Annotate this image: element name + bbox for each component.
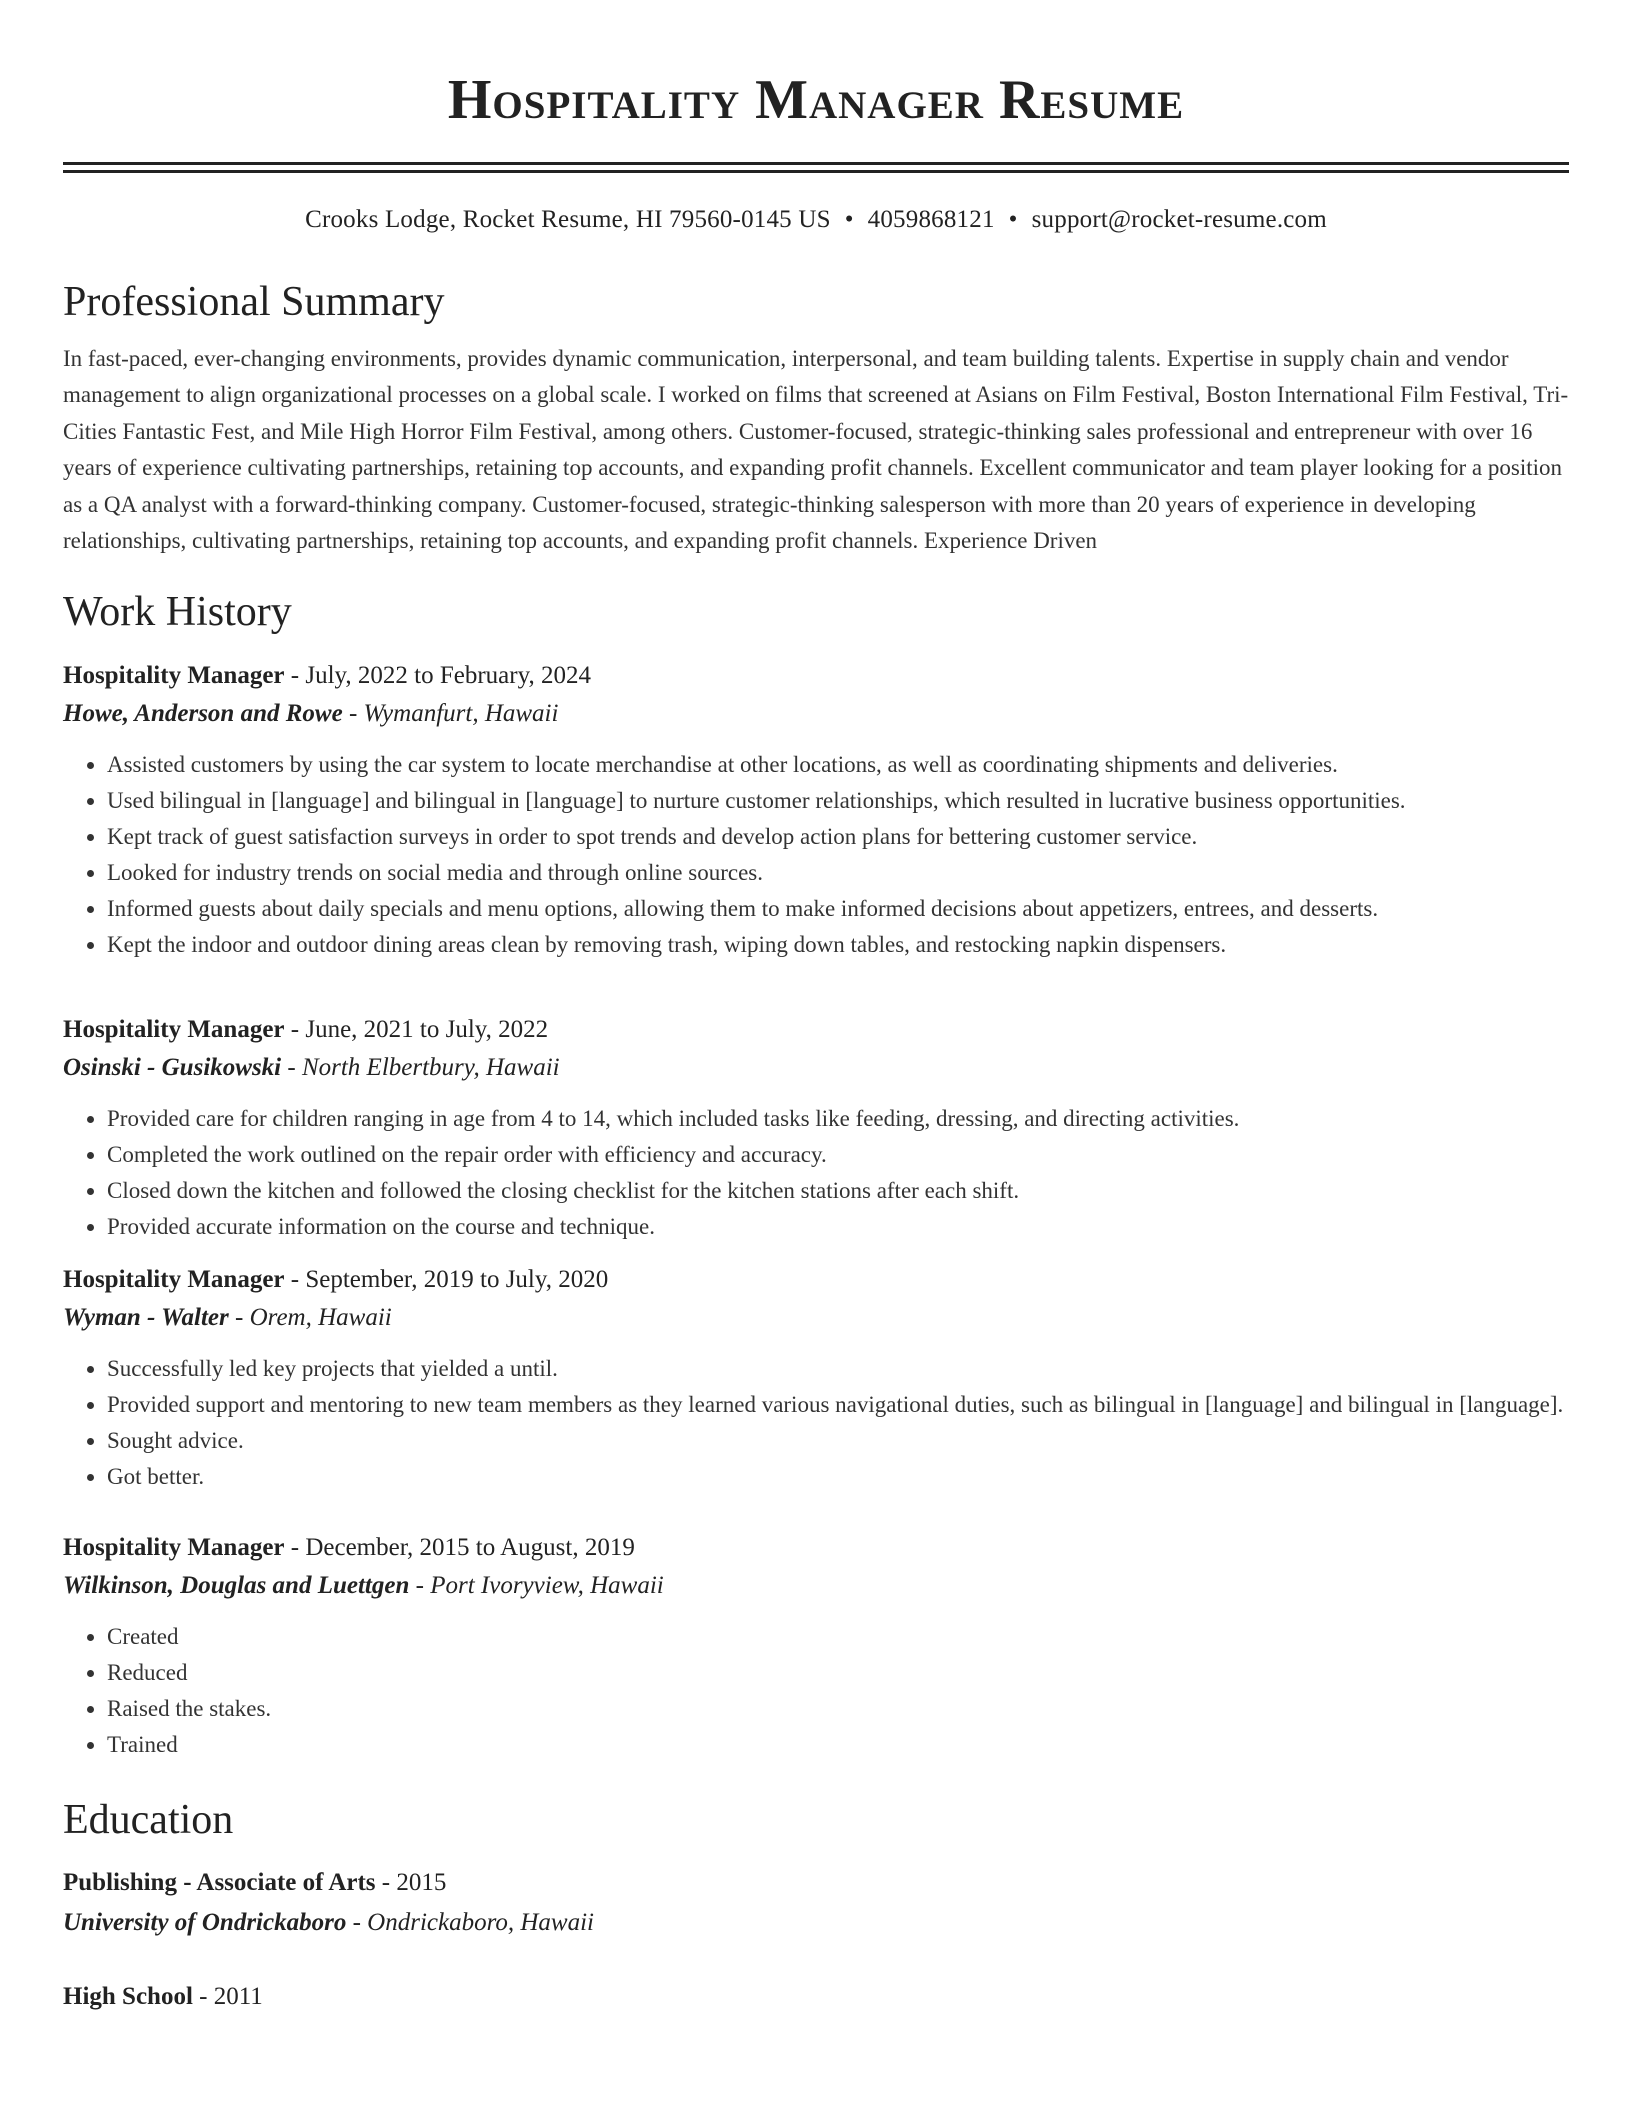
- contact-separator: •: [1008, 206, 1018, 233]
- job-bullet: • Kept track of guest satisfaction surveys in order to spot trends and develop action plans for bettering customer service.: [107, 819, 1569, 855]
- education-year: 2011: [213, 1983, 263, 2011]
- contact-address: Crooks Lodge, Rocket Resume, HI 79560-0145 US: [305, 206, 831, 233]
- job-bullet: • Raised the stakes.: [107, 1691, 1569, 1727]
- job-dash: -: [284, 1266, 306, 1294]
- contact-phone: 4059868121: [867, 206, 995, 233]
- job-bullet: • Successfully led key projects that yielded a until.: [107, 1351, 1569, 1387]
- job-dash: -: [284, 1016, 306, 1044]
- job-bullet: • Sought advice.: [107, 1423, 1569, 1459]
- education-school-line: [63, 1903, 1569, 1943]
- job-location: Wymanfurt, Hawaii: [363, 700, 559, 728]
- education-dash: -: [346, 1909, 368, 1937]
- job-bullet: • Provided accurate information on the course and technique.: [107, 1209, 1569, 1245]
- job-bullet: • Provided care for children ranging in age from 4 to 14, which included tasks like feeding, dressing, and directing activities.: [107, 1101, 1569, 1137]
- job-bullet: • Informed guests about daily specials and menu options, allowing them to make informed decisions about appetizers, entrees, and desserts.: [107, 891, 1569, 927]
- job-dates: December, 2015 to August, 2019: [305, 1534, 635, 1562]
- job-bullet: • Closed down the kitchen and followed the closing checklist for the kitchen stations after each shift.: [107, 1173, 1569, 1209]
- education-school: University of Ondrickaboro: [63, 1909, 347, 1937]
- job-entry: [63, 1011, 1569, 1245]
- job-title: Hospitality Manager: [63, 662, 285, 690]
- job-dates: September, 2019 to July, 2020: [305, 1266, 609, 1294]
- job-bullet: • Looked for industry trends on social media and through online sources.: [107, 855, 1569, 891]
- contact-info: [63, 203, 1569, 237]
- job-dash: -: [409, 1572, 431, 1600]
- job-bullet: • Reduced: [107, 1655, 1569, 1691]
- job-company-line: [63, 1299, 1569, 1337]
- job-location: Orem, Hawaii: [249, 1304, 392, 1332]
- resume-title: Hospitality Manager Resume: [447, 69, 1185, 131]
- job-title: Hospitality Manager: [63, 1016, 285, 1044]
- education-degree-line: [63, 1863, 1569, 1903]
- job-dash: -: [284, 662, 306, 690]
- job-dash: -: [228, 1304, 250, 1332]
- job-entry: [63, 1529, 1569, 1763]
- job-company: Wyman - Walter: [63, 1304, 229, 1332]
- education-entry: [63, 1863, 1569, 1943]
- job-title: Hospitality Manager: [63, 1266, 285, 1294]
- job-company: Wilkinson, Douglas and Luettgen: [63, 1572, 410, 1600]
- job-company: Osinski - Gusikowski: [63, 1054, 282, 1082]
- education-degree: Publishing - Associate of Arts: [63, 1869, 376, 1897]
- education-dash: -: [375, 1869, 397, 1897]
- job-title-line: [63, 1529, 1569, 1567]
- job-location: Port Ivoryview, Hawaii: [430, 1572, 664, 1600]
- job-title: Hospitality Manager: [63, 1534, 285, 1562]
- job-dash: -: [342, 700, 364, 728]
- job-title-line: [63, 1011, 1569, 1049]
- job-dates: July, 2022 to February, 2024: [305, 662, 591, 690]
- job-location: North Elbertbury, Hawaii: [301, 1054, 560, 1082]
- job-entry: [63, 1261, 1569, 1495]
- contact-separator: •: [844, 206, 854, 233]
- education-year: 2015: [396, 1869, 447, 1897]
- education-degree-line: [63, 1977, 1569, 2017]
- job-bullet: • Provided support and mentoring to new team members as they learned various navigational duties, such as bilingual in [language] and bilingual in [language].: [107, 1387, 1569, 1423]
- job-company: Howe, Anderson and Rowe: [63, 700, 343, 728]
- job-bullets: [63, 1619, 1569, 1763]
- job-bullet: • Created: [107, 1619, 1569, 1655]
- contact-email[interactable]: support@rocket-resume.com: [1031, 206, 1327, 233]
- job-bullet: • Assisted customers by using the car system to locate merchandise at other locations, as well as coordinating shipments and deliveries.: [107, 747, 1569, 783]
- title-divider: [63, 162, 1569, 173]
- job-title-line: [63, 1261, 1569, 1299]
- job-bullets: [63, 747, 1569, 963]
- job-bullets: [63, 1351, 1569, 1495]
- job-bullet: • Got better.: [107, 1459, 1569, 1495]
- job-dash: -: [284, 1534, 306, 1562]
- summary-heading: Professional Summary: [63, 279, 445, 325]
- job-company-line: [63, 1567, 1569, 1605]
- job-dates: June, 2021 to July, 2022: [305, 1016, 549, 1044]
- job-bullet: • Used bilingual in [language] and bilingual in [language] to nurture customer relationships, which resulted in lucrative business opportunities.: [107, 783, 1569, 819]
- job-company-line: [63, 695, 1569, 733]
- job-title-line: [63, 657, 1569, 695]
- education-location: Ondrickaboro, Hawaii: [367, 1909, 594, 1937]
- education-degree: High School: [63, 1983, 193, 2011]
- job-entry: [63, 657, 1569, 963]
- job-bullet: • Kept the indoor and outdoor dining areas clean by removing trash, wiping down tables, and restocking napkin dispensers.: [107, 927, 1569, 963]
- job-company-line: [63, 1049, 1569, 1087]
- job-bullet: • Completed the work outlined on the repair order with efficiency and accuracy.: [107, 1137, 1569, 1173]
- work-history-heading: Work History: [63, 589, 292, 636]
- education-dash: -: [192, 1983, 214, 2011]
- job-bullet: • Trained: [107, 1727, 1569, 1763]
- summary-text: In fast-paced, ever-changing environments, provides dynamic communication, interpersonal, and team building talents. Expertise in supply chain and vendor management to align organizational processes on a global scale. I worked on films that screened at Asians on Film Festival, Boston International Film Festival, Tri-Cities Fantastic Fest, and Mile High Horror Film Festival, among others. Customer-focused, strategic-thinking sales professional and entrepreneur with over 16 years of experience cultivating partnerships, retaining top accounts, and expanding profit channels. Excellent communicator and team player looking for a position as a QA analyst with a forward-thinking company. Customer-focused, strategic-thinking salesperson with more than 20 years of experience in developing relationships, cultivating partnerships, retaining top accounts, and expanding profit channels. Experience Driven: [63, 346, 1569, 554]
- job-dash: -: [281, 1054, 302, 1082]
- education-entry: [63, 1977, 1569, 2017]
- education-heading: Education: [63, 1797, 234, 1844]
- job-bullets: [63, 1101, 1569, 1245]
